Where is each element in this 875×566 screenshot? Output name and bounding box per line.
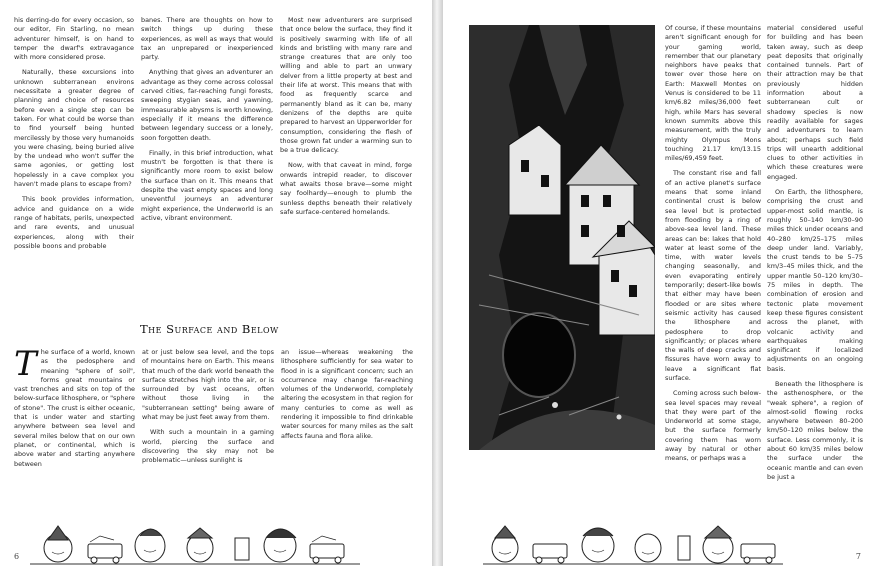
paragraph: Naturally, these excursions into unknown subterranean environs necessitate a greater degree of planning and choice of resources before even a single step can be taken. For what could be worse than to find yourself being hunted mercilessly by those very humanoids you were chasing, being buried alive by the undead who won't suffer the same agonies, or getting lost hopelessly in a cave complex you haven't made plans to escape from? <box>14 68 134 189</box>
book-gutter <box>432 0 443 566</box>
right-page <box>443 0 875 566</box>
paragraph: This book provides information, advice and guidance on a wide range of habitats, perils, unexpected and rare events, and unusual experiences, along with their possible boons and probable <box>14 195 134 250</box>
paragraph: material considered useful for building and has been taken away, such as deep peat deposits that originally contained tunnels. Part of their attraction may be that previously hidden information about a subterranean cult or shadowy species is now readily available for sages and adventurers to learn about; perhaps such field trips will unearth additional clues to other activities in which these creatures were engaged. <box>767 24 863 181</box>
left-column-1 <box>14 16 134 257</box>
underworld-city-illustration <box>469 25 655 450</box>
left-column-2 <box>141 16 273 229</box>
page-number: 6 <box>14 552 20 561</box>
left-column-3 <box>280 16 412 223</box>
section-title: The Surface and Below <box>140 322 279 336</box>
paragraph: Most new adventurers are surprised that once below the surface, they find it is positively swarming with life of all kinds and bristling with many rare and strange creatures that are only too willing and able to part an unwary delver from a little property at best and their life at worst. This means that with food as frequently scarce and permanently bland as it can be, many denizens of the depths are quite prepared to harvest an Upperworlder for consumption, considering the flesh of those grown fat under a warming sun to be a true delicacy. <box>280 16 412 155</box>
section-column-3 <box>281 348 413 447</box>
paragraph: an issue—whereas weakening the lithosphere sufficiently for sea water to flood in is a significant concern; such an occurrence may change far-reaching volumes of the Underworld, completely altering the ecosystem in that region for many centuries to come as well as rendering it impossible to find drinkable water sources for many miles as the salt affects fauna and flora alike. <box>281 348 413 440</box>
paragraph: his derring-do for every occasion, so our editor, Fin Starling, no mean adventurer himself, is on hand to temper the dwarf's extravagance with more considered prose. <box>14 16 134 62</box>
section-column-1 <box>14 344 135 469</box>
paragraph: Finally, in this brief introduction, what mustn't be forgotten is that there is significantly more room to exist below the surface than on it. This means that despite the vast empty spaces and long uneventful journeys an adventurer might experience, the Underworld is an active, vibrant environment. <box>141 148 273 222</box>
dwarf-miners-illustration <box>483 508 783 566</box>
paragraph: Anything that gives an adventurer an advantage as they come across colossal carved cities, far-reaching fungi forests, sweeping stygian seas, and yawning, immeasurable abysms is worth knowing, especially if it means the difference between legendary success or a lonely, soon forgotten death. <box>141 68 273 142</box>
paragraph: With such a mountain in a gaming world, piercing the surface and discovering the sky may not be problematic—unless sunlight is <box>142 428 274 465</box>
paragraph: banes. There are thoughts on how to switch things up during these experiences, as well as ways that would tax an unprepared or inexperienced party. <box>141 16 273 62</box>
drop-cap: T <box>14 344 37 384</box>
left-page <box>0 0 432 566</box>
paragraph: The constant rise and fall of an active planet's surface means that some inland continental crust is below sea level but is protected from flooding by a ring of above-sea level land. These areas can be: lakes that hold water at least some of the time, with water levels changing seasonally, and even evaporating entirely temporarily; desert-like bowls that either may have been flooded or are sites where seismic activity has caused the lithosphere and pedosphere to drop significantly; or places where the walls of deep cracks and fissures have worn away to leave a significant flat surface. <box>665 169 761 382</box>
right-column-1 <box>665 24 761 470</box>
paragraph: Coming across such below-sea level spaces may reveal that they were part of the Underworld at some stage, but the surface formerly covering them has worn away by natural or other means, or perhaps was a <box>665 389 761 463</box>
paragraph: Now, with that caveat in mind, forge onwards intrepid reader, to discover what awaits those brave—some might say foolhardy—enough to plumb the sunless depths beneath their relatively safe surface-centered homelands. <box>280 161 412 216</box>
section-column-2 <box>142 348 274 472</box>
right-column-2 <box>767 24 863 488</box>
paragraph: at or just below sea level, and the tops of mountains here on Earth. This means that much of the dark world beneath the surface stretches high into the air, or is surrounded by vast oceans, often without those living in the "subterranean setting" being aware of what may be just feet away from them. <box>142 348 274 422</box>
paragraph: he surface of a world, known as the pedosphere and meaning "sphere of soil", forms great mountains or vast trenches and sits on top of the below-surface lithosphere, or "sphere of stone". The crust is either oceanic, that is under water and starting anywhere between sea level and several miles below that on our own planet, or continental, which is above water and starting anywhere between <box>14 348 135 468</box>
paragraph: Of course, if these mountains aren't significant enough for your gaming world, remember that our planetary neighbors have peaks that tower over those here on Earth: Maxwell Montes on Venus is considered to be 11 km/6.82 miles/36,000 feet high, while Mars has several known summits above this measurement, with the truly mighty Olympus Mons touching 21.17 km/13.15 miles/69,459 feet. <box>665 24 761 163</box>
dwarf-miners-illustration <box>30 508 360 566</box>
page-number: 7 <box>855 552 861 561</box>
paragraph: Beneath the lithosphere is the asthenosphere, or the "weak sphere", a region of almost-solid flowing rocks anywhere between 80–200 km/50–120 miles below the surface. Less commonly, it is about 60 km/35 miles below the surface under the oceanic mantle and can even be just a <box>767 379 863 481</box>
paragraph: On Earth, the lithosphere, comprising the crust and upper-most solid mantle, is roughly 50–140 km/30–90 miles thick under oceans and 40–280 km/25–175 miles deep under land. Variably, the crust tends to be 5–75 km/3–45 miles thick, and the upper mantle 50–120 km/30–75 miles in depth. The combination of erosion and tectonic plate movement keep these figures consistent across the planet, with volcanic activity and earthquakes making significant if localized adjustments on an ongoing basis. <box>767 188 863 373</box>
